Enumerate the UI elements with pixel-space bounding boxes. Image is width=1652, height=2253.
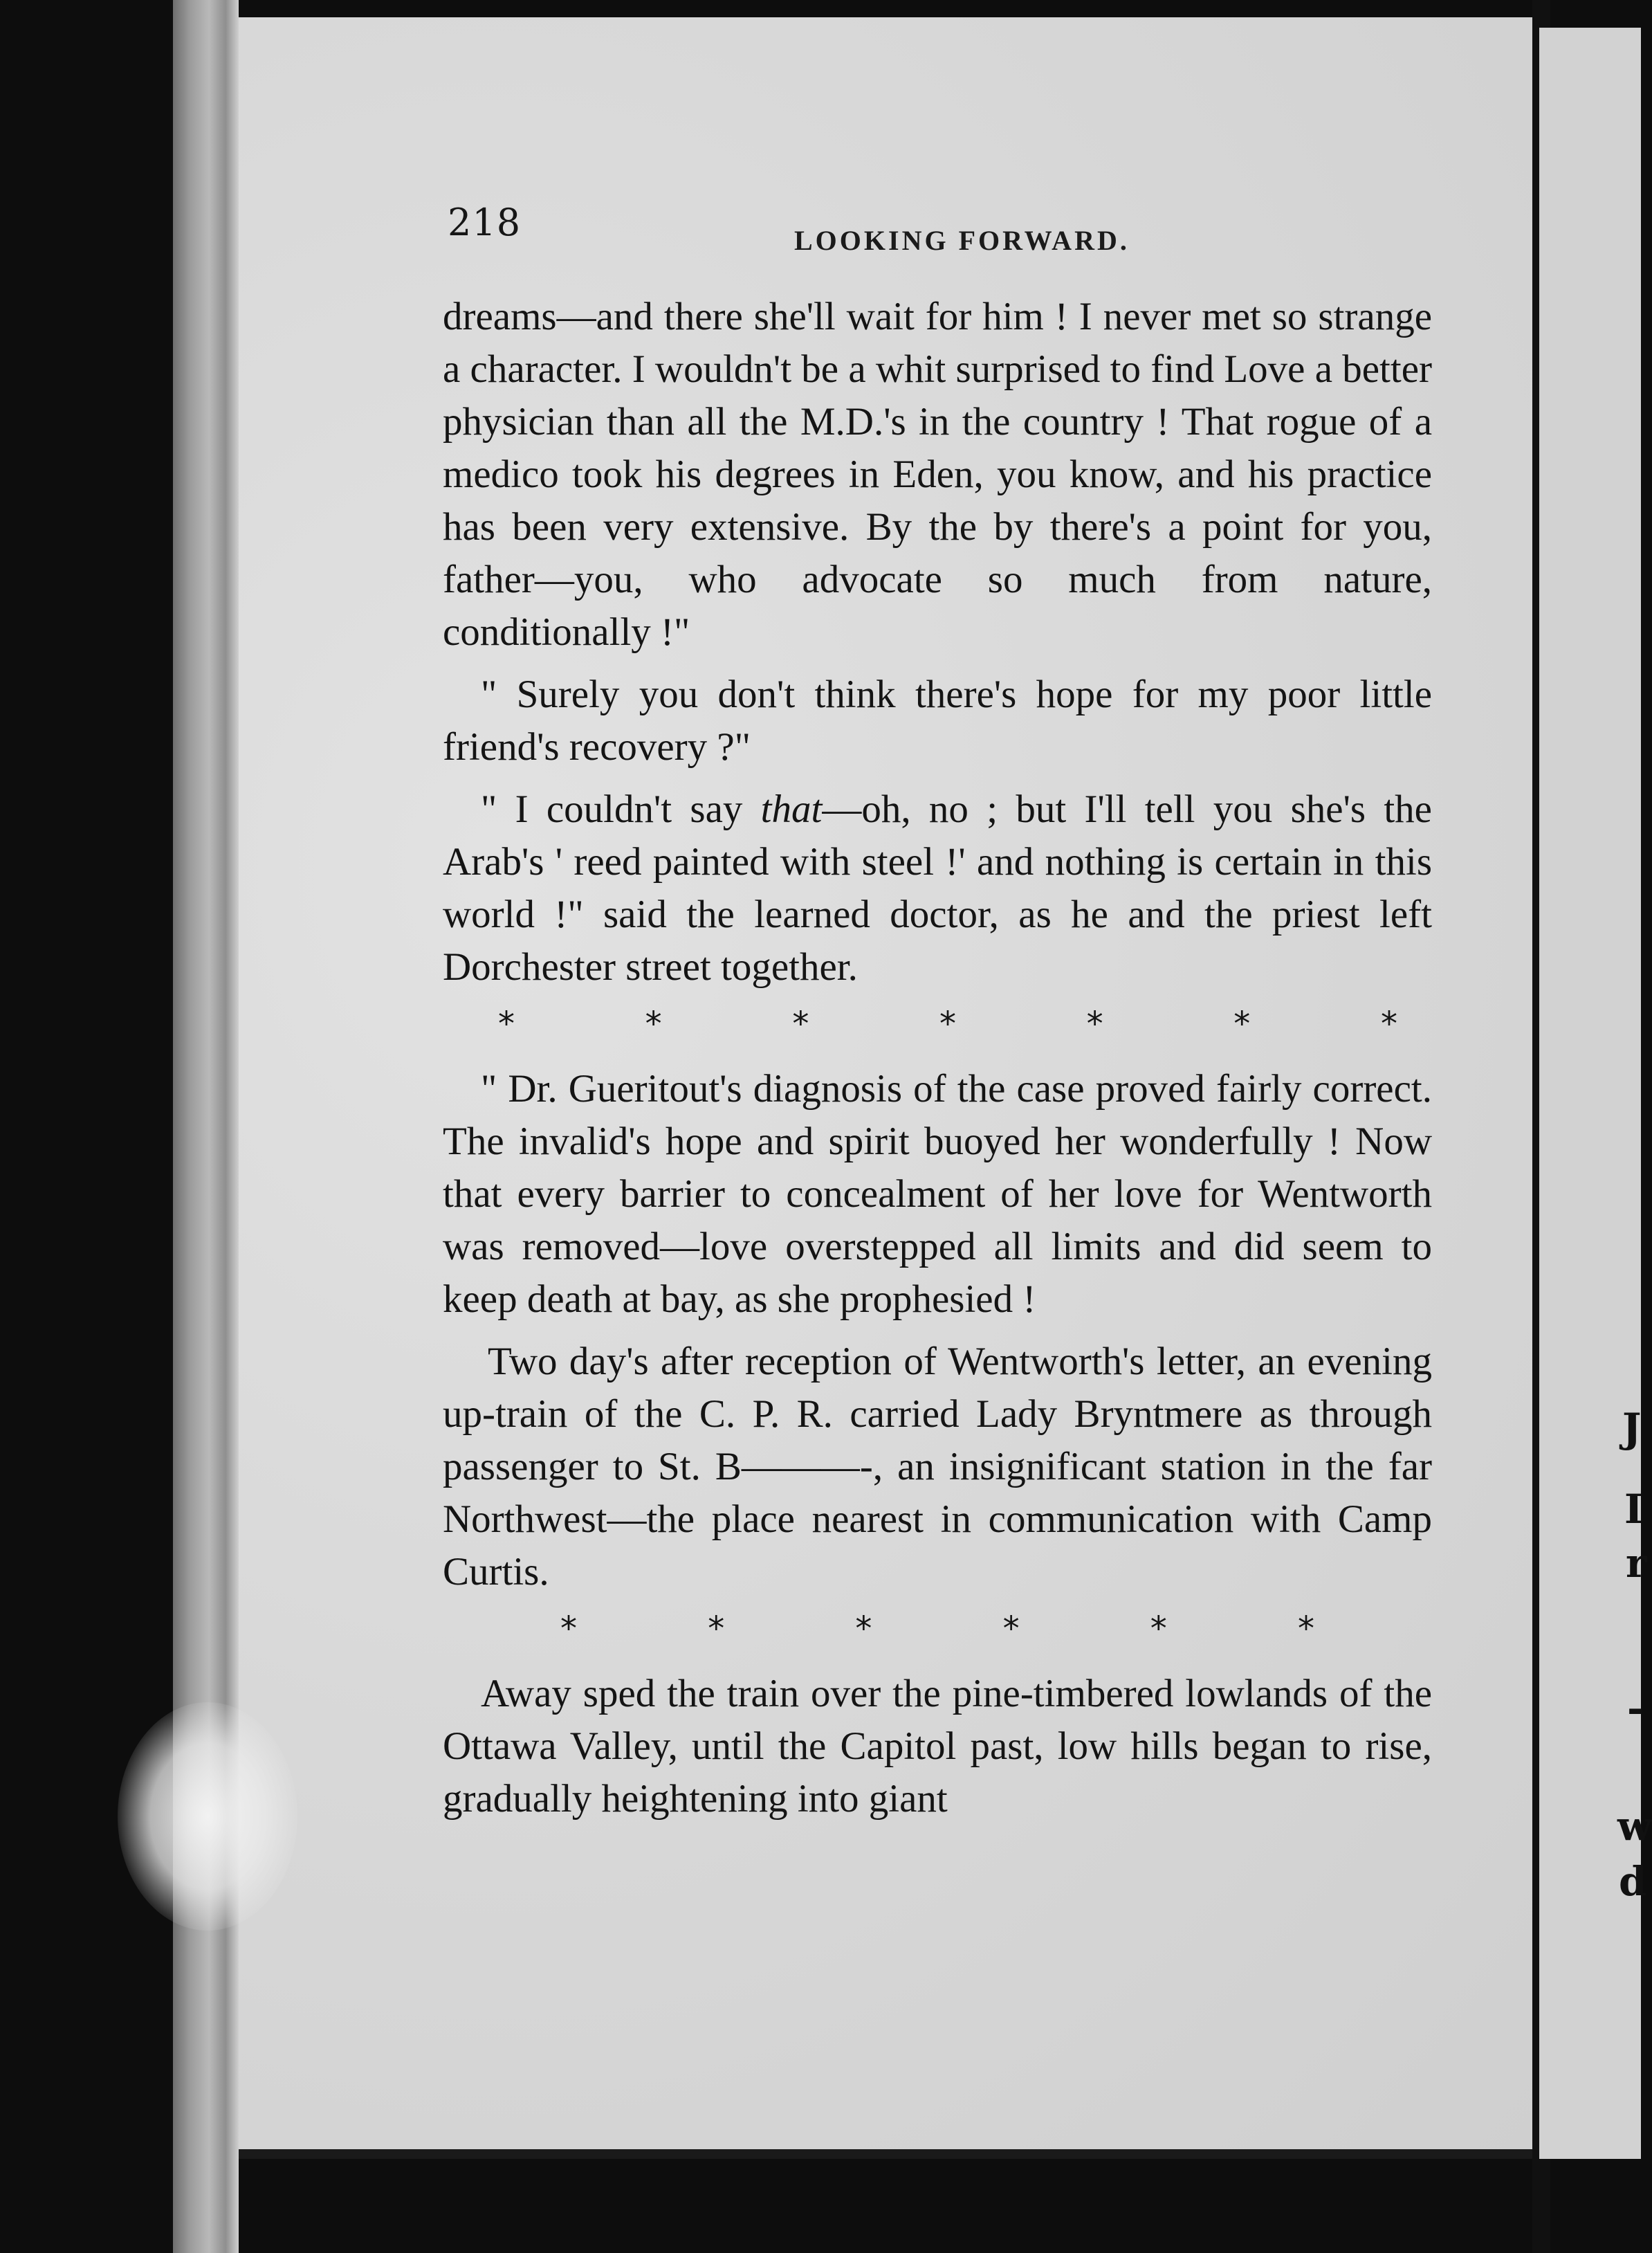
- separator-asterisk: *: [792, 1005, 809, 1043]
- section-separator: [560, 1608, 1314, 1650]
- separator-asterisk: *: [1150, 1609, 1167, 1648]
- paragraph: Two day's after reception of Wentworth's letter, an evening up-train of the C. P. R. carried Lady Bryntmere as through passenger to St. B———-, an insignificant station in the far Northwest—the place nearest in communication with Camp Curtis.: [443, 1340, 1432, 1594]
- page-number: 218: [448, 201, 522, 244]
- paragraph-text: " I couldn't say: [481, 787, 761, 831]
- separator-asterisk: *: [1233, 1005, 1251, 1043]
- facing-page-fragment: r: [1626, 1540, 1647, 1587]
- paragraph-text: —oh, no ; but I'll tell you she's the Arab's ' reed painted with steel !' and nothing is certain in this world !" said the learned doctor, as he and the priest left Dorchester street together.: [443, 787, 1432, 989]
- facing-page-fragment: I: [1624, 1486, 1644, 1533]
- separator-asterisk: *: [708, 1609, 725, 1648]
- facing-page-fragment: J: [1622, 1405, 1642, 1452]
- separator-asterisk: *: [1297, 1609, 1314, 1648]
- paragraph: Away sped the train over the pine-timbered lowlands of the Ottawa Valley, until the Capitol past, low hills began to rise, gradually heightening into giant: [443, 1672, 1432, 1821]
- separator-asterisk: *: [1086, 1005, 1103, 1043]
- book-page: [239, 17, 1532, 2159]
- facing-page-fragment: w: [1617, 1803, 1652, 1850]
- facing-page-fragment: d: [1619, 1858, 1647, 1905]
- separator-asterisk: *: [1380, 1005, 1397, 1043]
- paragraph: dreams—and there she'll wait for him ! I never met so strange a character. I wouldn't be a whit surprised to find Love a better physician than all the M.D.'s in the country ! That rogue of a medico took his degrees in Eden, you know, and his practice has been very extensive. By the by there's a point for you, father—you, who advocate so much from nature, conditionally !": [443, 295, 1433, 654]
- paper-smudge: [118, 1702, 297, 1931]
- section-separator: [498, 1003, 1397, 1045]
- separator-asterisk: *: [855, 1609, 872, 1648]
- running-head: [239, 201, 1532, 256]
- separator-asterisk: *: [1002, 1609, 1020, 1648]
- separator-asterisk: *: [560, 1609, 577, 1648]
- paragraph: " Surely you don't think there's hope for my poor little friend's recovery ?": [443, 673, 1432, 769]
- page-body: [443, 291, 1432, 1835]
- separator-asterisk: *: [939, 1005, 956, 1043]
- paragraph: " Dr. Gueritout's diagnosis of the case proved fairly correct. The invalid's hope and spirit buoyed her wonderfully ! Now that every barrier to concealment of her love for Wentworth was removed—love overstepped all limits and did seem to keep death at bay, as she prophesied !: [443, 1067, 1432, 1321]
- running-title: LOOKING FORWARD.: [794, 225, 1130, 256]
- facing-page-fragment: -: [1627, 1685, 1644, 1732]
- separator-asterisk: *: [645, 1005, 662, 1043]
- paragraph: [443, 783, 1432, 994]
- separator-asterisk: *: [498, 1005, 515, 1043]
- italic-word: that: [760, 787, 823, 831]
